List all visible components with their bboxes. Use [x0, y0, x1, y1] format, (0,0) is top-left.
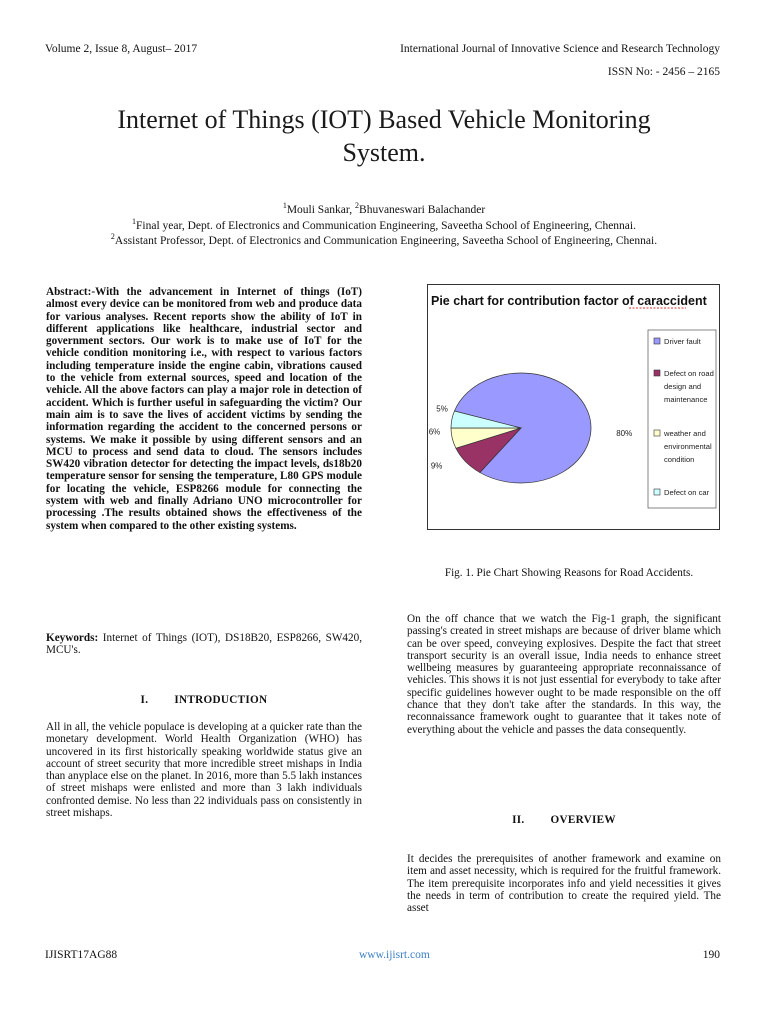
author-index: 1	[282, 201, 287, 210]
pie-data-label: 6%	[428, 427, 441, 437]
author-name: Mouli Sankar,	[286, 203, 356, 216]
section-2-heading	[407, 814, 721, 826]
figure-1	[427, 284, 720, 530]
legend-label: design and	[664, 382, 702, 391]
author-names-text	[282, 201, 486, 216]
keywords-label: Keywords:	[46, 632, 99, 644]
affiliation-1: $^1$Final year, Dept. of Electronics and Communication Engineering, Saveetha School of Engineering, Chennai.	[132, 217, 636, 232]
section-1-heading	[46, 694, 362, 706]
section-1-body: All in all, the vehicle populace is developing at a quicker rate than the monetary development. World Health Organization (WHO) has uncovered in its first historically speaking worldwide status give an account of street security that more incredible street mishaps in India than anyplace else on the planet. In 2016, more than 5.5 lakh instances of street mishaps were enlisted and more than 3 lakh individuals confronted demise. No less than 22 individuals pass on consistently in street mishaps.	[46, 721, 362, 820]
pie-data-label: 80%	[616, 428, 633, 438]
pie-data-label: 5%	[436, 404, 448, 414]
legend-label: Defect on car	[664, 488, 710, 497]
author-names	[40, 201, 728, 216]
header-journal: International Journal of Innovative Science and Research Technology	[400, 43, 720, 55]
legend-label: condition	[664, 455, 695, 464]
section-1-number: I.	[140, 694, 149, 706]
footer-url-link[interactable]: www.ijisrt.com	[359, 949, 430, 961]
keywords	[46, 632, 362, 657]
affiliation-1-text: Final year, Dept. of Electronics and Communication Engineering, Saveetha School of Engineering, Chennai.	[136, 219, 636, 232]
legend-swatch	[654, 430, 660, 436]
legend-label: weather and	[664, 429, 706, 438]
title-line-2: System.	[342, 138, 426, 167]
footer-code: IJISRT17AG88	[45, 949, 118, 961]
legend-label: maintenance	[664, 395, 708, 404]
affiliation-2: $^2$Assistant Professor, Dept. of Electronics and Communication Engineering, Saveetha School of Engineering, Chennai.	[110, 232, 658, 247]
header-issn: ISSN No: - 2456 – 2165	[607, 66, 720, 78]
paper-title	[40, 103, 728, 169]
section-2-number: II.	[512, 814, 525, 826]
legend-label: Driver fault	[664, 337, 701, 346]
right-paragraph-1: On the off chance that we watch the Fig-1 graph, the significant passing's created in street mishaps are because of driver blame which can be over speed, conveying explosives. Despite the fact that street transport security is an overall issue, India needs to enhance street wellbeing measures by guaranteeing appropriate reconnaissance of vehicles. This shows it is not just essential for everybody to take after specific guidelines however ought to be made responsible on the off chance that they don't take after the standards. In this way, the reconnaissance framework ought to guarantee that it takes note of everything about the vehicle and passes the data consequently.	[407, 613, 721, 736]
section-2-body: It decides the prerequisites of another framework and examine on item and asset necessity, which is required for the fruitful framework. The item prerequisite incorporates info and yield necessities it gives the needs in term of contribution to create the required yield. The asset	[407, 853, 721, 915]
pie-data-label: 9%	[430, 461, 443, 471]
legend-label: environmental	[664, 442, 712, 451]
chart-title: Pie chart for contribution factor of caraccident	[431, 294, 707, 308]
header-volume: Volume 2, Issue 8, August– 2017	[45, 43, 198, 55]
pie-chart	[428, 285, 718, 528]
author-index: 2	[355, 201, 360, 210]
author-name: Bhuvaneswari Balachander	[359, 203, 486, 216]
legend-swatch	[654, 489, 660, 495]
affiliation-2-text: Assistant Professor, Dept. of Electronics and Communication Engineering, Saveetha School of Engineering, Chennai.	[114, 234, 658, 247]
legend-swatch	[654, 370, 660, 376]
pie-slices	[451, 373, 591, 483]
section-1-title: INTRODUCTION	[174, 694, 268, 706]
keywords-text: Internet of Things (IOT), DS18B20, ESP8266, SW420, MCU's.	[46, 632, 362, 657]
legend-swatch	[654, 338, 660, 344]
chart-legend-box	[648, 330, 716, 508]
legend-label: Defect on road	[664, 369, 714, 378]
section-2-title: OVERVIEW	[550, 814, 616, 826]
figure-caption: Fig. 1. Pie Chart Showing Reasons for Road Accidents.	[444, 567, 694, 579]
footer-page-number: 190	[702, 949, 720, 961]
title-line-1: Internet of Things (IOT) Based Vehicle Monitoring	[117, 105, 651, 134]
abstract: Abstract:-With the advancement in Internet of things (IoT) almost every device can be monitored from web and produce data for various analyses. Recent reports show the ability of IoT in different applications like healthcare, industrial sector and government sectors. Our work is to make use of IoT for the vehicle condition monitoring i.e., with respect to various factors including temperature inside the engine cabin, vibrations caused to the vehicle from external sources, speed and location of the vehicle. All the above factors can play a major role in detection of accident. Which is further useful in safeguarding the victim? Our main aim is to save the lives of accident victims by sending the information regarding the accident to the concerned persons or systems. We make it possible by using different sensors and an MCU to process and send data to cloud. The sensors includes SW420 vibration detector for detecting the impact levels, ds18b20 temperature sensor for sensing the temperature, L80 GPS module for locating the vehicle, ESP8266 module for connecting the system with web and finally Adriano UNO microcontroller for processing .The results obtained shows the effectiveness of the system when compared to the other existing systems.	[46, 286, 362, 532]
